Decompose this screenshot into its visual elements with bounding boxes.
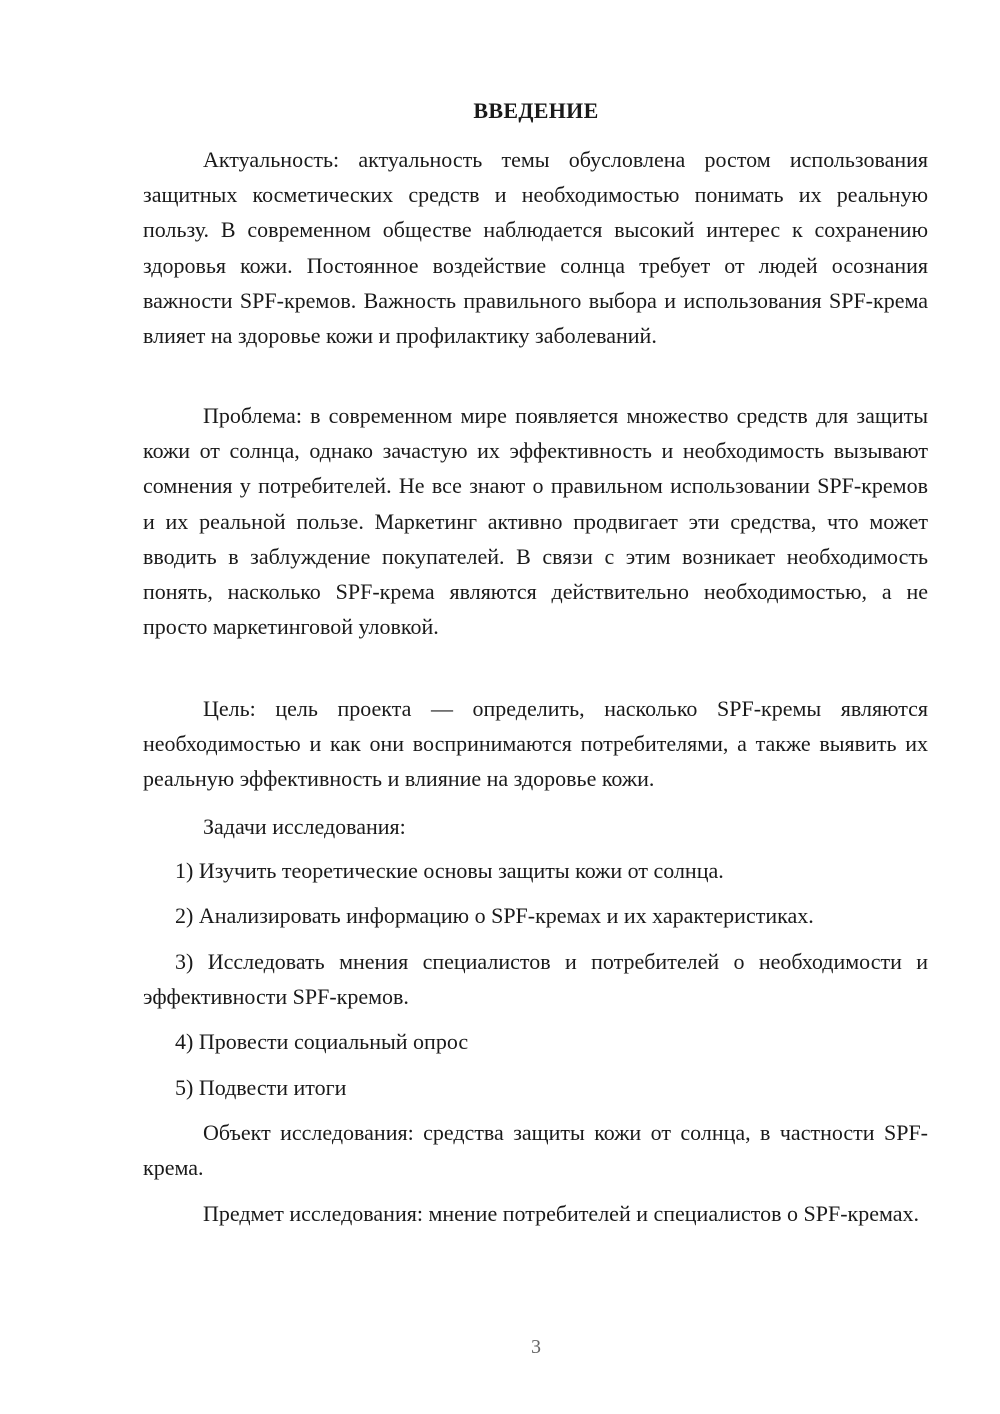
task-item: 1) Изучить теоретические основы защиты кожи от солнца. — [175, 858, 724, 883]
task-item: 5) Подвести итоги — [175, 1075, 347, 1100]
section-heading: ВВЕДЕНИЕ — [473, 98, 599, 123]
task-item: 4) Провести социальный опрос — [175, 1029, 469, 1054]
problem-paragraph: Проблема: в современном мире появляется множество средств для защиты кожи от солнца, однако зачастую их эффективность и необходимость вызывают сомнения у потребителей. Не все знают о правильном использовании SPF-кремов и их реальной пользе. Маркетинг активно продвигает эти средства, что может вводить в заблуждение покупателей. В связи с этим возникает необходимость понять, насколько SPF-крема являются действительно необходимостью, а не просто маркетинговой уловкой. — [143, 403, 928, 640]
task-item: 2) Анализировать информацию о SPF-кремах и их характеристиках. — [175, 903, 814, 928]
object-paragraph: Объект исследования: средства защиты кожи от солнца, в частности SPF-крема. — [143, 1120, 928, 1181]
goal-paragraph: Цель: цель проекта — определить, насколько SPF-кремы являются необходимостью и как они воспринимаются потребителями, а также выявить их реальную эффективность и влияние на здоровье кожи. — [143, 696, 928, 792]
task-item: 3) Исследовать мнения специалистов и потребителей о необходимости и эффективности SPF-кремов. — [143, 949, 928, 1010]
tasks-title: Задачи исследования: — [203, 814, 406, 839]
page-number: 3 — [531, 1336, 541, 1358]
relevance-paragraph: Актуальность: актуальность темы обусловлена ростом использования защитных косметических средств и необходимостью понимать их реальную пользу. В современном обществе наблюдается высокий интерес к сохранению здоровья кожи. Постоянное воздействие солнца требует от людей осознания важности SPF-кремов. Важность правильного выбора и использования SPF-крема влияет на здоровье кожи и профилактику заболеваний. — [143, 147, 928, 349]
subject-paragraph: Предмет исследования: мнение потребителей и специалистов о SPF-кремах. — [203, 1201, 920, 1226]
